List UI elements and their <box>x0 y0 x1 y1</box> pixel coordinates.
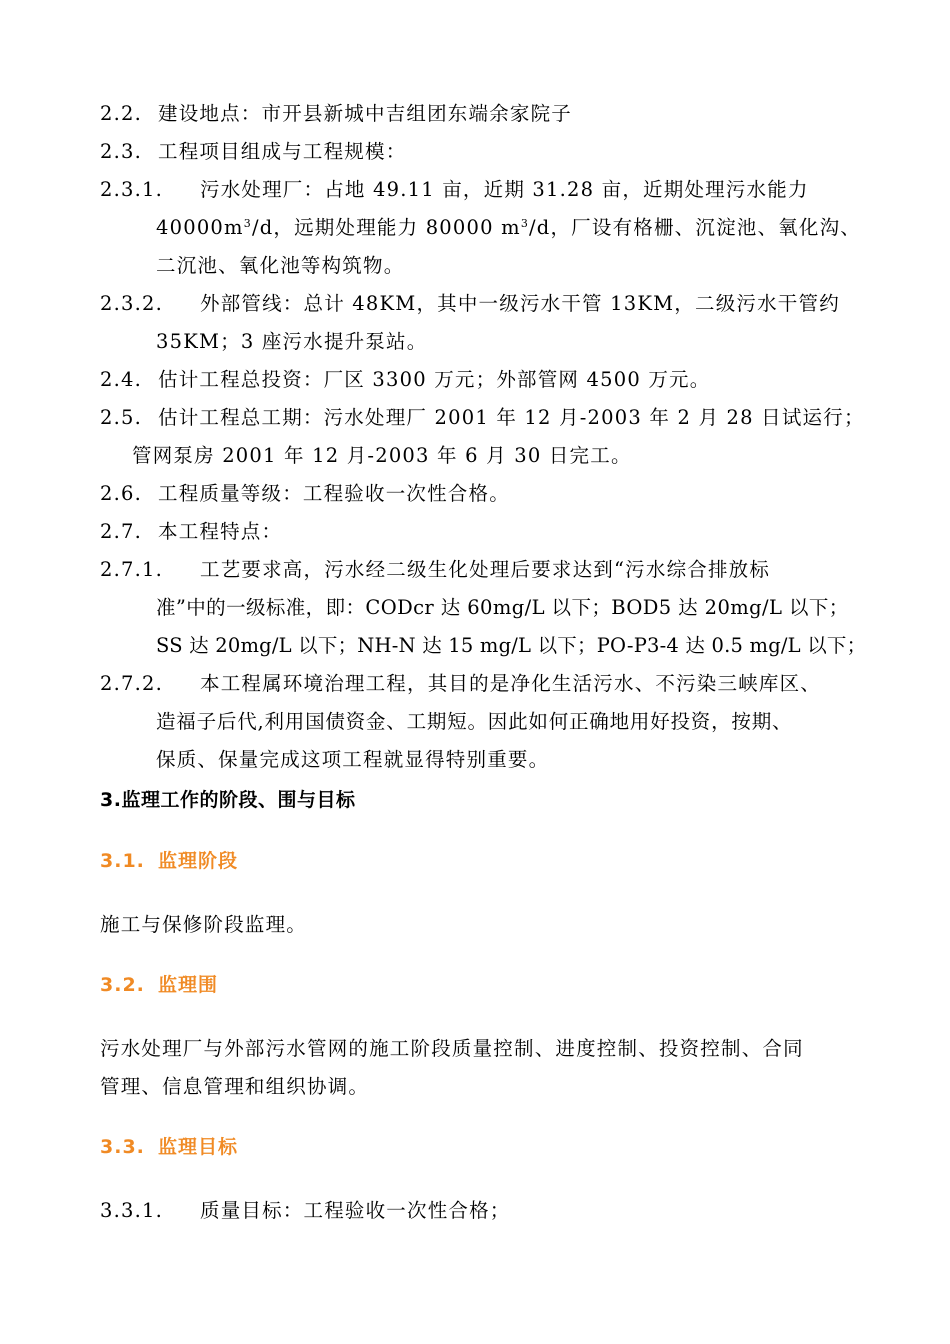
item-2-3 <box>100 140 406 164</box>
item-number: 2.5. <box>100 406 143 429</box>
item-2-5 <box>100 406 865 430</box>
item-text: 本工程属环境治理工程，其目的是净化生活污水、不污染三峡库区、 <box>200 672 822 695</box>
heading-number: 3.1. <box>100 850 145 872</box>
item-2-7-1 <box>100 558 770 582</box>
item-text: 质量目标：工程验收一次性合格； <box>200 1199 511 1222</box>
item-2-5-line2: 管网泵房 2001 年 12 月-2003 年 6 月 30 日完工。 <box>132 444 632 467</box>
item-2-7-1-line2: 准”中的一级标准，即：CODcr 达 60mg/L 以下；BOD5 达 20mg/L 以下； <box>156 596 849 619</box>
item-2-3-2-line2: 35KM；3 座污水提升泵站。 <box>156 330 428 353</box>
item-2-3-1-line2 <box>156 216 861 240</box>
item-text: 工程质量等级：工程验收一次性合格。 <box>158 482 510 505</box>
heading-title: 监理阶段 <box>158 850 239 872</box>
item-number: 2.3. <box>100 140 143 163</box>
item-2-7-2-line2: 造福子后代,利用国债资金、工期短。因此如何正确地用好投资，按期、 <box>156 710 793 733</box>
section-3-1-body: 施工与保修阶段监理。 <box>100 913 308 936</box>
item-2-3-2 <box>100 292 840 316</box>
text-segment: /d，厂设有格栅、沉淀池、氧化沟、 <box>529 216 861 239</box>
item-number: 2.3.2. <box>100 292 164 315</box>
item-number: 2.2. <box>100 102 143 125</box>
item-number: 2.7.1. <box>100 558 164 581</box>
item-text: 外部管线：总计 48KM，其中一级污水干管 13KM，二级污水干管约 <box>200 292 840 315</box>
section-3-1-heading <box>100 849 238 873</box>
item-2-6 <box>100 482 510 506</box>
heading-title: 监理目标 <box>158 1136 239 1158</box>
section-3-2-body-line1: 污水处理厂与外部污水管网的施工阶段质量控制、进度控制、投资控制、合同 <box>100 1037 804 1060</box>
section-3-2-heading <box>100 973 218 997</box>
item-text: 污水处理厂：占地 49.11 亩，近期 31.28 亩，近期处理污水能力 <box>200 178 809 201</box>
item-number: 2.7. <box>100 520 143 543</box>
item-3-3-1 <box>100 1199 511 1223</box>
section-3-2-body-line2: 管理、信息管理和组织协调。 <box>100 1075 370 1098</box>
superscript: 3 <box>243 217 252 230</box>
item-2-4 <box>100 368 710 392</box>
item-2-7-2-line3: 保质、保量完成这项工程就显得特别重要。 <box>156 748 550 771</box>
item-number: 3.3.1. <box>100 1199 164 1222</box>
item-text: 估计工程总投资：厂区 3300 万元；外部管网 4500 万元。 <box>158 368 711 391</box>
item-2-3-1 <box>100 178 809 202</box>
heading-title: 监理围 <box>158 974 219 996</box>
item-text: 估计工程总工期：污水处理厂 2001 年 12 月-2003 年 2 月 28 日试运行； <box>158 406 865 429</box>
heading-number: 3.2. <box>100 974 145 996</box>
item-number: 2.7.2. <box>100 672 164 695</box>
text-segment: 40000m <box>156 216 244 239</box>
section-3-3-heading <box>100 1135 238 1159</box>
item-number: 2.4. <box>100 368 143 391</box>
item-text: 工艺要求高，污水经二级生化处理后要求达到“污水综合排放标 <box>200 558 771 581</box>
item-2-7-2 <box>100 672 821 696</box>
text-segment: /d，远期处理能力 80000 m <box>251 216 521 239</box>
item-text: 工程项目组成与工程规模： <box>158 140 407 163</box>
item-number: 2.6. <box>100 482 143 505</box>
item-2-7 <box>100 520 282 544</box>
item-2-7-1-line3: SS 达 20mg/L 以下；NH-N 达 15 mg/L 以下；PO-P3-4 达 0.5 mg/L 以下； <box>156 634 867 657</box>
item-text: 本工程特点： <box>158 520 283 543</box>
heading-number: 3.3. <box>100 1136 145 1158</box>
item-2-2 <box>100 102 572 126</box>
section-3-heading: 3.监理工作的阶段、围与目标 <box>100 789 356 811</box>
item-text: 建设地点：市开县新城中吉组团东端余家院子 <box>158 102 573 125</box>
superscript: 3 <box>520 217 530 230</box>
item-number: 2.3.1. <box>100 178 164 201</box>
item-2-3-1-line3: 二沉池、氧化池等构筑物。 <box>156 254 405 277</box>
